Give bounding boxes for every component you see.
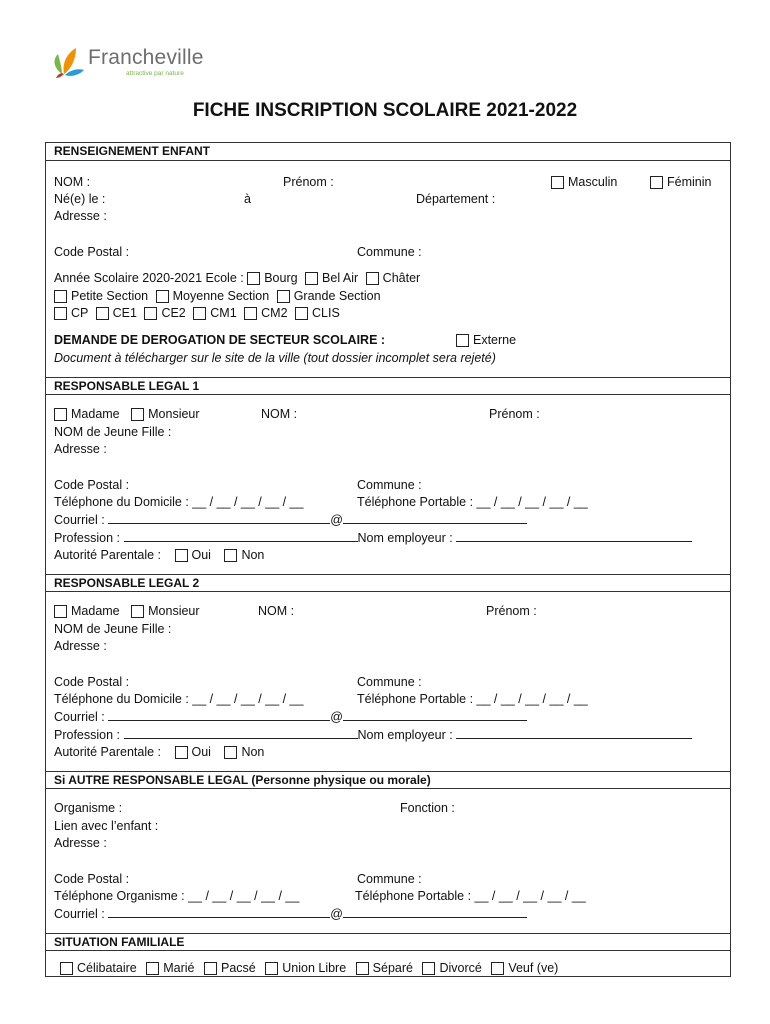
r1-profession-label: Profession : bbox=[54, 531, 121, 545]
veuf-label: Veuf (ve) bbox=[508, 961, 559, 975]
r2-nom-label: NOM : bbox=[258, 604, 295, 618]
masculin-checkbox[interactable] bbox=[551, 176, 564, 189]
section-header-enfant: RENSEIGNEMENT ENFANT bbox=[46, 143, 730, 161]
ecole-bourg-checkbox[interactable] bbox=[247, 272, 260, 285]
ce1-checkbox[interactable] bbox=[96, 307, 109, 320]
r2-tel-portable: Téléphone Portable : __ / __ / __ / __ / __ bbox=[357, 692, 588, 706]
clis-checkbox[interactable] bbox=[295, 307, 308, 320]
petite-section-checkbox[interactable] bbox=[54, 290, 67, 303]
r2-profession-label: Profession : bbox=[54, 728, 121, 742]
cm1-checkbox[interactable] bbox=[193, 307, 206, 320]
union-libre-label: Union Libre bbox=[282, 961, 347, 975]
ecole-bourg-label: Bourg bbox=[264, 271, 298, 285]
autre-courriel-line[interactable] bbox=[108, 906, 330, 918]
grande-section-label: Grande Section bbox=[293, 289, 381, 303]
r2-monsieur-label: Monsieur bbox=[148, 604, 200, 618]
r1-adresse-label: Adresse : bbox=[54, 442, 107, 456]
r1-domaine-line[interactable] bbox=[343, 512, 527, 524]
r2-oui-label: Oui bbox=[191, 745, 211, 759]
divorce-label: Divorcé bbox=[439, 961, 482, 975]
r1-autorite-label: Autorité Parentale : bbox=[54, 548, 162, 562]
commune-label: Commune : bbox=[357, 245, 422, 259]
externe-option[interactable] bbox=[456, 332, 516, 348]
ce2-label: CE2 bbox=[161, 306, 186, 320]
r1-non-checkbox[interactable] bbox=[224, 549, 237, 562]
r2-civilite-row bbox=[54, 603, 200, 619]
union-libre-checkbox[interactable] bbox=[265, 962, 278, 975]
petite-section-label: Petite Section bbox=[71, 289, 149, 303]
adresse-label: Adresse : bbox=[54, 209, 107, 223]
r1-at-sign: @ bbox=[330, 513, 343, 527]
externe-checkbox[interactable] bbox=[456, 334, 469, 347]
moyenne-section-label: Moyenne Section bbox=[172, 289, 270, 303]
autre-commune-label: Commune : bbox=[357, 872, 422, 886]
clis-label: CLIS bbox=[312, 306, 340, 320]
r2-jeune-fille-label: NOM de Jeune Fille : bbox=[54, 622, 172, 636]
ecole-chater-label: Châter bbox=[382, 271, 421, 285]
departement-label: Département : bbox=[416, 192, 496, 206]
divorce-checkbox[interactable] bbox=[422, 962, 435, 975]
r1-oui-label: Oui bbox=[191, 548, 211, 562]
annee-scolaire-label: Année Scolaire 2020-2021 Ecole : bbox=[54, 271, 244, 285]
externe-label: Externe bbox=[473, 333, 517, 347]
r2-madame-label: Madame bbox=[71, 604, 120, 618]
grande-section-checkbox[interactable] bbox=[277, 290, 290, 303]
r2-employeur-line[interactable] bbox=[456, 727, 692, 739]
form-sheet bbox=[45, 142, 731, 977]
lien-enfant-label: Lien avec l’enfant : bbox=[54, 819, 159, 833]
autre-domaine-line[interactable] bbox=[343, 906, 527, 918]
annee-scolaire-row bbox=[54, 270, 420, 286]
r1-monsieur-label: Monsieur bbox=[148, 407, 200, 421]
cp-label: CP bbox=[71, 306, 89, 320]
r1-nom-label: NOM : bbox=[261, 407, 298, 421]
r1-madame-checkbox[interactable] bbox=[54, 408, 67, 421]
r1-employeur-label: Nom employeur : bbox=[357, 531, 453, 545]
r1-code-postal-label: Code Postal : bbox=[54, 478, 130, 492]
autre-courriel-label: Courriel : bbox=[54, 907, 105, 921]
cm2-label: CM2 bbox=[261, 306, 288, 320]
r2-madame-checkbox[interactable] bbox=[54, 605, 67, 618]
feminin-option[interactable] bbox=[650, 174, 711, 190]
r2-prenom-label: Prénom : bbox=[486, 604, 537, 618]
autre-code-postal-label: Code Postal : bbox=[54, 872, 130, 886]
sections-row bbox=[54, 288, 381, 304]
pacse-label: Pacsé bbox=[221, 961, 256, 975]
moyenne-section-checkbox[interactable] bbox=[156, 290, 169, 303]
separe-checkbox[interactable] bbox=[356, 962, 369, 975]
r1-courriel-line[interactable] bbox=[108, 512, 330, 524]
ce1-label: CE1 bbox=[112, 306, 137, 320]
r2-code-postal-label: Code Postal : bbox=[54, 675, 130, 689]
r2-oui-checkbox[interactable] bbox=[175, 746, 188, 759]
situation-row bbox=[60, 960, 558, 976]
ecole-belair-checkbox[interactable] bbox=[305, 272, 318, 285]
r2-courriel-label: Courriel : bbox=[54, 710, 105, 724]
masculin-label: Masculin bbox=[568, 175, 618, 189]
marie-label: Marié bbox=[163, 961, 195, 975]
lieu-label: à bbox=[244, 192, 251, 206]
r2-commune-label: Commune : bbox=[357, 675, 422, 689]
organisme-label: Organisme : bbox=[54, 801, 123, 815]
r2-non-checkbox[interactable] bbox=[224, 746, 237, 759]
r1-civilite-row bbox=[54, 406, 200, 422]
r1-autorite-row bbox=[54, 547, 264, 563]
r2-courriel-row bbox=[54, 709, 527, 725]
masculin-option[interactable] bbox=[551, 174, 617, 190]
autre-adresse-label: Adresse : bbox=[54, 836, 107, 850]
r1-profession-line[interactable] bbox=[124, 530, 358, 542]
classes-row bbox=[54, 305, 340, 321]
tel-organisme: Téléphone Organisme : __ / __ / __ / __ / __ bbox=[54, 889, 300, 903]
ce2-checkbox[interactable] bbox=[144, 307, 157, 320]
r1-courriel-label: Courriel : bbox=[54, 513, 105, 527]
francheville-logo bbox=[48, 44, 218, 84]
r1-courriel-row bbox=[54, 512, 527, 528]
separe-label: Séparé bbox=[372, 961, 413, 975]
r1-monsieur-checkbox[interactable] bbox=[131, 408, 144, 421]
pacse-checkbox[interactable] bbox=[204, 962, 217, 975]
section-header-responsable-1: RESPONSABLE LEGAL 1 bbox=[46, 377, 730, 395]
marie-checkbox[interactable] bbox=[146, 962, 159, 975]
autre-tel-portable: Téléphone Portable : __ / __ / __ / __ / __ bbox=[355, 889, 586, 903]
feminin-label: Féminin bbox=[667, 175, 712, 189]
logo-tagline: attractive par nature bbox=[126, 70, 184, 77]
section-header-responsable-2: RESPONSABLE LEGAL 2 bbox=[46, 574, 730, 592]
leaf-logo-icon bbox=[48, 44, 86, 80]
derogation-label: DEMANDE DE DEROGATION DE SECTEUR SCOLAIRE : bbox=[54, 333, 386, 347]
celibataire-checkbox[interactable] bbox=[60, 962, 73, 975]
section-header-situation: SITUATION FAMILIALE bbox=[46, 933, 730, 951]
r1-tel-portable: Téléphone Portable : __ / __ / __ / __ / __ bbox=[357, 495, 588, 509]
fonction-label: Fonction : bbox=[400, 801, 455, 815]
cp-checkbox[interactable] bbox=[54, 307, 67, 320]
autre-at-sign: @ bbox=[330, 907, 343, 921]
prenom-label: Prénom : bbox=[283, 175, 334, 189]
r2-domaine-line[interactable] bbox=[343, 709, 527, 721]
r1-non-label: Non bbox=[241, 548, 265, 562]
r2-at-sign: @ bbox=[330, 710, 343, 724]
r1-employeur-line[interactable] bbox=[456, 530, 692, 542]
code-postal-label: Code Postal : bbox=[54, 245, 130, 259]
r1-oui-checkbox[interactable] bbox=[175, 549, 188, 562]
derogation-note: Document à télécharger sur le site de la ville (tout dossier incomplet sera rejeté) bbox=[54, 351, 496, 365]
r2-employeur-label: Nom employeur : bbox=[357, 728, 453, 742]
r1-jeune-fille-label: NOM de Jeune Fille : bbox=[54, 425, 172, 439]
r1-commune-label: Commune : bbox=[357, 478, 422, 492]
r2-non-label: Non bbox=[241, 745, 265, 759]
r2-autorite-label: Autorité Parentale : bbox=[54, 745, 162, 759]
naissance-label: Né(e) le : bbox=[54, 192, 106, 206]
r2-profession-row bbox=[54, 727, 692, 743]
r1-prenom-label: Prénom : bbox=[489, 407, 540, 421]
r1-profession-row bbox=[54, 530, 692, 546]
celibataire-label: Célibataire bbox=[77, 961, 137, 975]
veuf-checkbox[interactable] bbox=[491, 962, 504, 975]
section-header-autre-responsable: Si AUTRE RESPONSABLE LEGAL (Personne physique ou morale) bbox=[46, 771, 730, 789]
ecole-belair-label: Bel Air bbox=[322, 271, 359, 285]
autre-courriel-row bbox=[54, 906, 527, 922]
r2-monsieur-checkbox[interactable] bbox=[131, 605, 144, 618]
r2-profession-line[interactable] bbox=[124, 727, 358, 739]
logo-name: Francheville bbox=[88, 46, 204, 69]
cm2-checkbox[interactable] bbox=[244, 307, 257, 320]
feminin-checkbox[interactable] bbox=[650, 176, 663, 189]
cm1-label: CM1 bbox=[210, 306, 237, 320]
r2-autorite-row bbox=[54, 744, 264, 760]
r2-courriel-line[interactable] bbox=[108, 709, 330, 721]
r2-adresse-label: Adresse : bbox=[54, 639, 107, 653]
ecole-chater-checkbox[interactable] bbox=[366, 272, 379, 285]
r1-madame-label: Madame bbox=[71, 407, 120, 421]
page-title: FICHE INSCRIPTION SCOLAIRE 2021-2022 bbox=[192, 100, 578, 121]
r1-tel-domicile: Téléphone du Domicile : __ / __ / __ / __ / __ bbox=[54, 495, 304, 509]
nom-label: NOM : bbox=[54, 175, 91, 189]
r2-tel-domicile: Téléphone du Domicile : __ / __ / __ / __ / __ bbox=[54, 692, 304, 706]
